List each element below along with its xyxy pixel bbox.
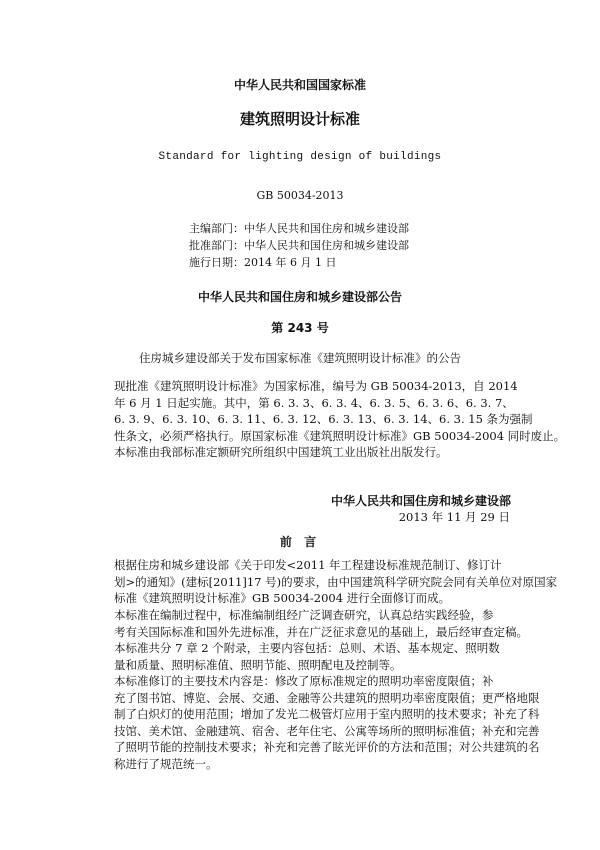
text-line: 了照明节能的控制技术要求；补充和完善了眩光评价的方法和范围；对公共建筑的名 xyxy=(114,740,540,754)
text-line: 年 6 月 1 日起实施。其中，第 6. 3. 3、6. 3. 4、6. 3. 5、6. 3. 6、6. 3. 7、 xyxy=(114,395,514,410)
text-line: 6. 3. 9、6. 3. 10、6. 3. 11、6. 3. 12、6. 3. 13、6. 3. 14、6. 3. 15 条为强制 xyxy=(114,412,533,426)
national-standard-label: 中华人民共和国国家标准 xyxy=(233,78,366,92)
text-line: 充了图书馆、博览、会展、交通、金融等公共建筑的照明功率密度限值；更严格地限 xyxy=(114,690,540,705)
standard-code: GB 50034-2013 xyxy=(256,189,344,202)
text-line: 称进行了规范统一。 xyxy=(114,756,218,771)
editor-department: 主编部门：中华人民共和国住房和城乡建设部 xyxy=(189,222,409,235)
preface-paragraph xyxy=(114,640,514,673)
signature-date: 2013 年 11 月 29 日 xyxy=(398,509,510,524)
text-line: 本标准在编制过程中，标准编制组经广泛调查研究，认真总结实践经验，参 xyxy=(114,608,494,622)
approval-department: 批准部门：中华人民共和国住房和城乡建设部 xyxy=(189,239,409,252)
text-line: 考有关国际标准和国外先进标准，并在广泛征求意见的基础上，最后经审查定稿。 xyxy=(114,624,528,639)
english-title: Standard for lighting design of buildings xyxy=(158,151,442,163)
text-line: 根据住房和城乡建设部《关于印发<2011 年工程建设标准规范制订、修订计 xyxy=(114,558,502,572)
text-line: 性条文，必须严格执行。原国家标准《建筑照明设计标准》GB 50034-2004 同时废止。 xyxy=(114,428,566,443)
preface-paragraph xyxy=(114,557,558,607)
announcement-paragraph xyxy=(114,378,566,444)
text-line: 技馆、美术馆、金融建筑、宿舍、老年住宅、公寓等场所的照明标准值；补充和完善 xyxy=(114,723,540,738)
text-line: 划>的通知》(建标[2011]17 号)的要求，由中国建筑科学研究院会同有关单位对原国家 xyxy=(114,574,558,589)
announcement-subject: 住房城乡建设部关于发布国家标准《建筑照明设计标准》的公告 xyxy=(139,351,461,365)
preface-paragraph xyxy=(114,673,540,772)
text-line: 标准《建筑照明设计标准》GB 50034-2004 进行全面修订而成。 xyxy=(114,591,451,605)
text-line: 本标准共分 7 章 2 个附录，主要内容包括：总则、术语、基本规定、照明数 xyxy=(114,641,500,655)
signature-organization: 中华人民共和国住房和城乡建设部 xyxy=(330,494,511,508)
text-line: 现批准《建筑照明设计标准》为国家标准，编号为 GB 50034-2013，自 2014 xyxy=(114,379,518,393)
announcement-heading: 中华人民共和国住房和城乡建设部公告 xyxy=(197,290,402,304)
text-line: 制了白炽灯的使用范围；增加了发光二极管灯应用于室内照明的技术要求；补充了科 xyxy=(114,707,540,721)
announcement-paragraph xyxy=(114,444,514,461)
announcement-number: 第 243 号 xyxy=(271,321,329,335)
standard-title: 建筑照明设计标准 xyxy=(239,110,360,128)
effective-date: 施行日期：2014 年 6 月 1 日 xyxy=(189,256,337,269)
text-line: 本标准由我部标准定额研究所组织中国建筑工业出版社出版发行。 xyxy=(114,445,448,459)
text-line: 本标准修订的主要技术内容是：修改了原标准规定的照明功率密度限值；补 xyxy=(114,674,494,688)
text-line: 量和质量、照明标准值、照明节能、照明配电及控制等。 xyxy=(114,657,402,672)
preface-title: 前 言 xyxy=(279,535,321,549)
preface-paragraph xyxy=(114,607,528,640)
